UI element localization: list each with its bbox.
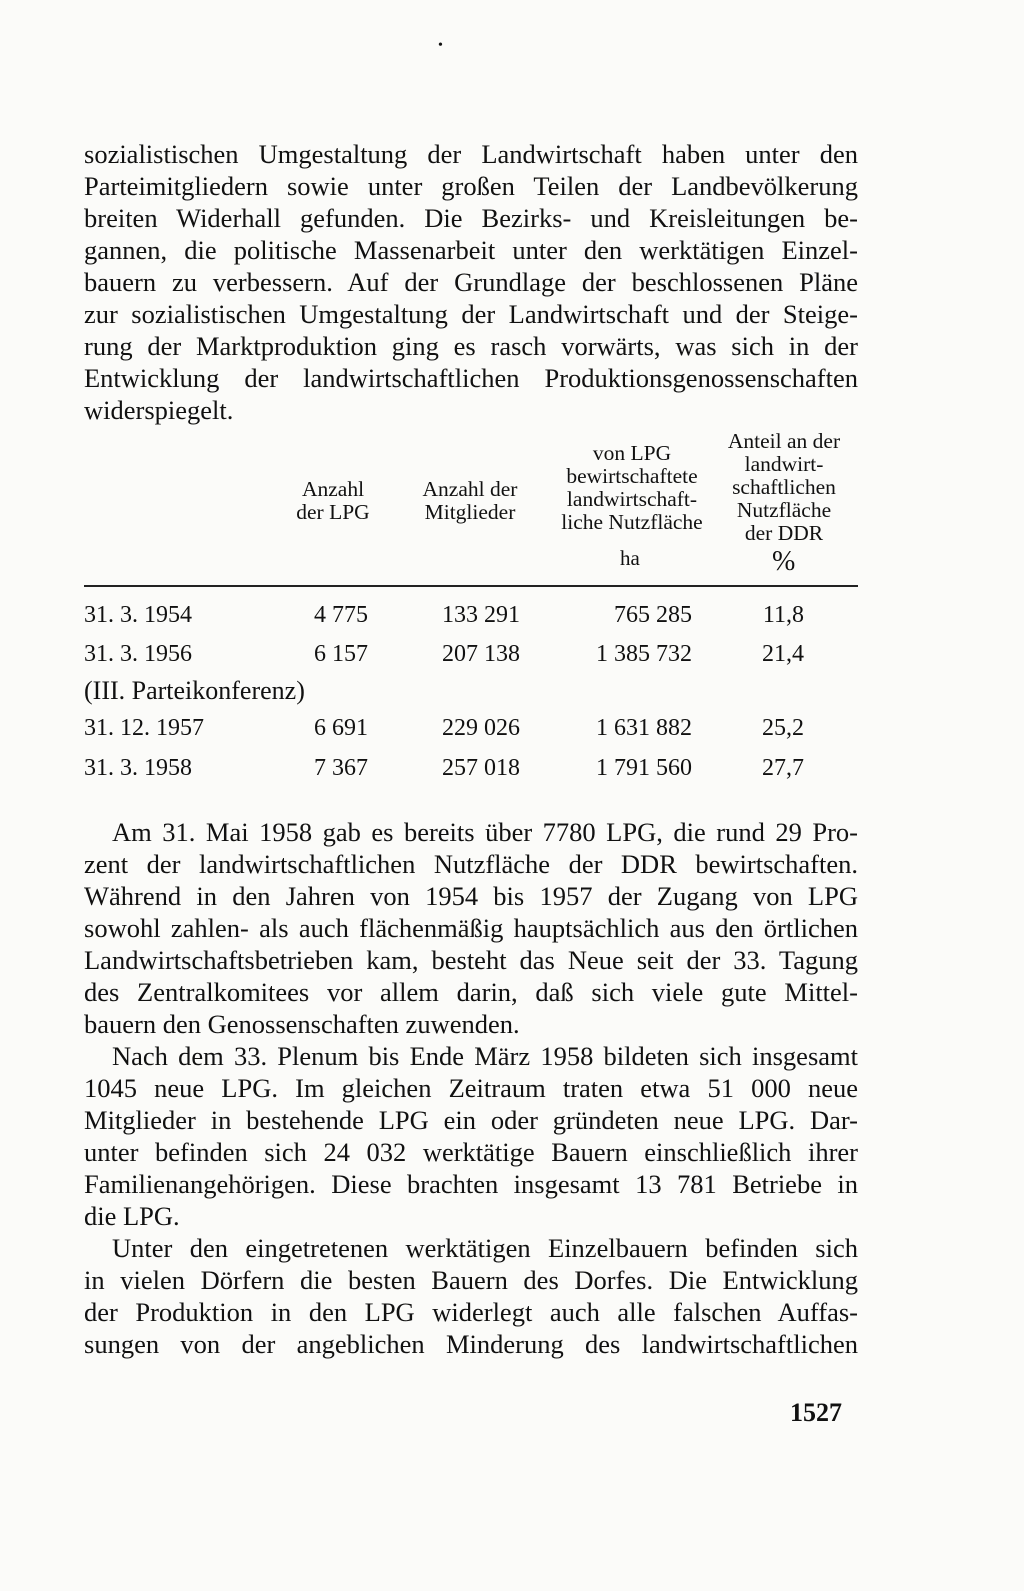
text-line: in vielen Dörfern die besten Bauern des Dorfes. Die Entwicklung: [84, 1265, 858, 1295]
text-line: sungen von der angeblichen Minderung des landwirtschaftlichen: [84, 1329, 858, 1359]
text-line: die LPG.: [84, 1201, 180, 1231]
cell-area: 1 385 732: [596, 641, 692, 667]
table-note: (III. Parteikonferenz): [84, 676, 305, 705]
text-line: Nach dem 33. Plenum bis Ende März 1958 bildeten sich insgesamt: [112, 1041, 858, 1071]
text-line: Mitglieder in bestehende LPG ein oder gründeten neue LPG. Dar-: [84, 1105, 858, 1135]
cell-date: 31. 3. 1958: [84, 755, 192, 781]
cell-share: 25,2: [762, 715, 804, 741]
text-line: bauern zu verbessern. Auf der Grundlage der beschlossenen Pläne: [84, 267, 858, 297]
cell-lpg: 6 157: [314, 641, 368, 667]
text-line: Am 31. Mai 1958 gab es bereits über 7780 LPG, die rund 29 Pro-: [112, 817, 858, 847]
page-number: 1527: [790, 1398, 842, 1427]
text-line: Unter den eingetretenen werktätigen Einzelbauern befinden sich: [112, 1233, 858, 1263]
text-line: 1045 neue LPG. Im gleichen Zeitraum traten etwa 51 000 neue: [84, 1073, 858, 1103]
cell-lpg: 6 691: [314, 715, 368, 741]
cell-share: 11,8: [762, 602, 804, 628]
cell-date: 31. 3. 1956: [84, 641, 192, 667]
text-line: der Produktion in den LPG widerlegt auch alle falschen Auffas-: [84, 1297, 858, 1327]
cell-area: 1 791 560: [596, 755, 692, 781]
text-line: sowohl zahlen- als auch flächenmäßig hauptsächlich aus den örtlichen: [84, 913, 858, 943]
text-line: des Zentralkomitees vor allem darin, daß sich viele gute Mittel-: [84, 977, 858, 1007]
header-share-unit: %: [772, 546, 796, 577]
cell-share: 27,7: [762, 755, 804, 781]
text-line: zent der landwirtschaftlichen Nutzfläche der DDR bewirtschaften.: [84, 849, 858, 879]
top-mark: •: [438, 38, 443, 53]
cell-share: 21,4: [762, 641, 804, 667]
cell-members: 257 018: [442, 755, 520, 781]
cell-area: 765 285: [614, 602, 692, 628]
text-line: Parteimitgliedern sowie unter großen Teilen der Landbevölkerung: [84, 171, 858, 201]
cell-lpg: 7 367: [314, 755, 368, 781]
header-share: Anteil an der landwirt- schaftlichen Nutzfläche der DDR: [727, 429, 841, 545]
header-area-unit: ha: [620, 546, 640, 570]
cell-members: 229 026: [442, 715, 520, 741]
text-line: gannen, die politische Massenarbeit unter den werktätigen Einzel-: [84, 235, 858, 265]
text-line: widerspiegelt.: [84, 395, 234, 425]
text-line: Entwicklung der landwirtschaftlichen Produktionsgenossenschaften: [84, 363, 858, 393]
cell-date: 31. 3. 1954: [84, 602, 192, 628]
cell-area: 1 631 882: [596, 715, 692, 741]
header-lpg-count: Anzahl der LPG: [296, 477, 370, 524]
header-members: Anzahl der Mitglieder: [422, 477, 518, 524]
text-line: sozialistischen Umgestaltung der Landwirtschaft haben unter den: [84, 139, 858, 169]
text-line: Familienangehörigen. Diese brachten insgesamt 13 781 Betriebe in: [84, 1169, 858, 1199]
cell-members: 207 138: [442, 641, 520, 667]
text-line: breiten Widerhall gefunden. Die Bezirks- und Kreisleitungen be-: [84, 203, 858, 233]
text-line: zur sozialistischen Umgestaltung der Landwirtschaft und der Steige-: [84, 299, 858, 329]
text-line: bauern den Genossenschaften zuwenden.: [84, 1009, 520, 1039]
table-rule: [84, 585, 858, 587]
cell-members: 133 291: [442, 602, 520, 628]
cell-lpg: 4 775: [314, 602, 368, 628]
text-line: unter befinden sich 24 032 werktätige Bauern einschließlich ihrer: [84, 1137, 858, 1167]
header-area: von LPG bewirtschaftete landwirtschaft- liche Nutzfläche: [561, 441, 703, 534]
text-line: Landwirtschaftsbetrieben kam, besteht das Neue seit der 33. Tagung: [84, 945, 858, 975]
text-line: rung der Marktproduktion ging es rasch vorwärts, was sich in der: [84, 331, 858, 361]
text-line: Während in den Jahren von 1954 bis 1957 der Zugang von LPG: [84, 881, 858, 911]
cell-date: 31. 12. 1957: [84, 715, 204, 741]
